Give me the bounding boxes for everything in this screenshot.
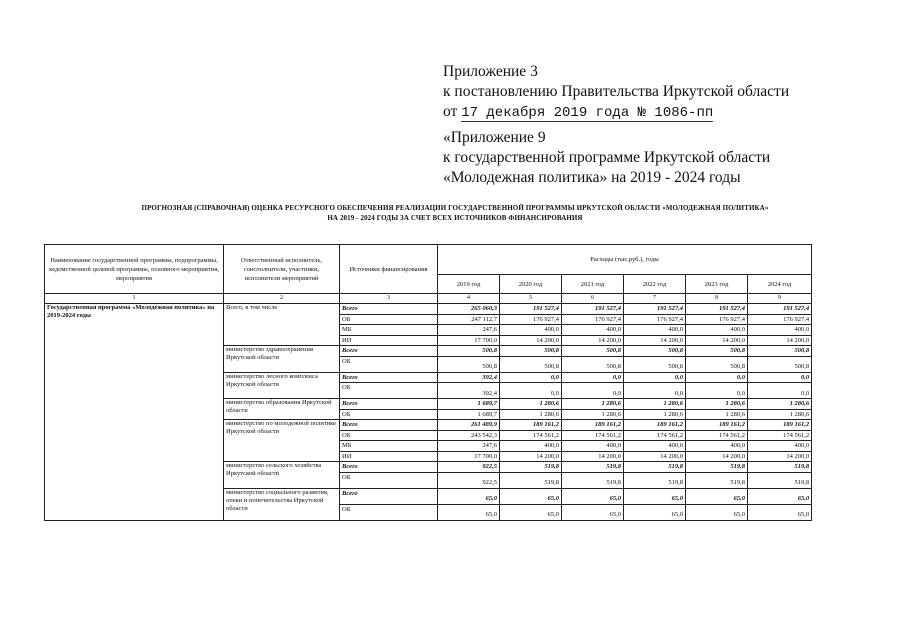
value-cell: 65,0: [500, 488, 562, 504]
source-cell: ОБ: [340, 472, 438, 488]
program-name-cell: Государственная программа «Молодежная политика» на 2019-2024 годы: [45, 304, 224, 521]
column-number: 7: [624, 294, 686, 304]
source-cell: Всего: [340, 372, 438, 383]
value-cell: 191 527,4: [748, 304, 812, 315]
value-cell: 1 280,6: [500, 399, 562, 410]
executor-cell: министерство сельского хозяйства Иркутской области: [224, 462, 340, 489]
value-cell: 400,0: [624, 441, 686, 452]
source-cell: ИИ: [340, 335, 438, 346]
value-cell: 174 561,2: [500, 430, 562, 441]
header-executor: Ответственный исполнитель, соисполнители, участники, исполнители мероприятий: [224, 245, 340, 294]
appendix-3-date-prefix: от: [443, 103, 458, 120]
value-cell: 176 927,4: [500, 314, 562, 325]
executor-cell: министерство здравоохранения Иркутской области: [224, 346, 340, 373]
value-cell: 189 161,2: [748, 420, 812, 431]
value-cell: 392,4: [438, 372, 500, 383]
value-cell: 65,0: [686, 488, 748, 504]
budget-table-body: [45, 304, 812, 521]
value-cell: 65,0: [438, 504, 500, 520]
appendix-3-date-value: 17 декабря 2019 года № 1086-пп: [461, 105, 714, 121]
value-cell: 400,0: [562, 325, 624, 336]
column-number: 8: [686, 294, 748, 304]
value-cell: 0,0: [686, 372, 748, 383]
appendix-3-subtitle: к постановлению Правительства Иркутской области: [443, 83, 790, 100]
value-cell: 189 161,2: [500, 420, 562, 431]
header-year: 2021 год: [562, 275, 624, 294]
value-cell: 14 200,0: [624, 451, 686, 462]
source-cell: ОБ: [340, 430, 438, 441]
value-cell: 500,8: [748, 356, 812, 372]
value-cell: 519,8: [624, 462, 686, 473]
value-cell: 1 280,6: [686, 399, 748, 410]
value-cell: 0,0: [686, 383, 748, 399]
value-cell: 191 527,4: [686, 304, 748, 315]
appendix-9-header: [443, 128, 770, 188]
executor-cell: Всего, в том числе: [224, 304, 340, 346]
value-cell: 0,0: [624, 383, 686, 399]
value-cell: 1 280,6: [748, 409, 812, 420]
value-cell: 65,0: [562, 504, 624, 520]
executor-cell: министерство лесного комплекса Иркутской области: [224, 372, 340, 399]
value-cell: 1 280,6: [624, 399, 686, 410]
value-cell: 922,5: [438, 472, 500, 488]
value-cell: 400,0: [748, 325, 812, 336]
value-cell: 176 927,4: [748, 314, 812, 325]
value-cell: 500,8: [500, 346, 562, 357]
source-cell: МБ: [340, 441, 438, 452]
appendix-3-date-line: [443, 102, 789, 123]
table-row: [45, 304, 812, 315]
source-cell: ОБ: [340, 356, 438, 372]
value-cell: 519,8: [748, 462, 812, 473]
value-cell: 500,8: [562, 356, 624, 372]
value-cell: 65,0: [624, 504, 686, 520]
value-cell: 500,8: [438, 356, 500, 372]
header-name: Наименование государственной программы, подпрограммы, ведомственной целевой программы, основного мероприятия, мероприятия: [45, 245, 224, 294]
value-cell: 191 527,4: [500, 304, 562, 315]
value-cell: 500,8: [562, 346, 624, 357]
source-cell: ОБ: [340, 383, 438, 399]
header-year: 2020 год: [500, 275, 562, 294]
value-cell: 500,8: [686, 346, 748, 357]
source-cell: Всего: [340, 399, 438, 410]
value-cell: 17 700,0: [438, 451, 500, 462]
value-cell: 14 200,0: [562, 335, 624, 346]
value-cell: 14 200,0: [748, 451, 812, 462]
source-cell: Всего: [340, 420, 438, 431]
source-cell: ОБ: [340, 409, 438, 420]
document-title: [40, 203, 870, 223]
column-number: 1: [45, 294, 224, 304]
column-number: 5: [500, 294, 562, 304]
value-cell: 519,8: [500, 472, 562, 488]
value-cell: 1 280,6: [686, 409, 748, 420]
value-cell: 65,0: [624, 488, 686, 504]
budget-table: [44, 244, 812, 521]
appendix-3-header: [443, 62, 789, 123]
value-cell: 392,4: [438, 383, 500, 399]
value-cell: 400,0: [500, 325, 562, 336]
value-cell: 0,0: [748, 372, 812, 383]
value-cell: 500,8: [624, 346, 686, 357]
value-cell: 400,0: [562, 441, 624, 452]
executor-cell: министерство социального развития, опеки и попечительства Иркутской области: [224, 488, 340, 520]
value-cell: 1 280,6: [500, 409, 562, 420]
header-year: 2024 год: [748, 275, 812, 294]
value-cell: 247,6: [438, 325, 500, 336]
value-cell: 400,0: [686, 325, 748, 336]
value-cell: 519,8: [748, 472, 812, 488]
value-cell: 500,8: [686, 356, 748, 372]
value-cell: 1 689,7: [438, 399, 500, 410]
value-cell: 500,8: [438, 346, 500, 357]
value-cell: 500,8: [500, 356, 562, 372]
value-cell: 176 927,4: [624, 314, 686, 325]
column-number: 4: [438, 294, 500, 304]
executor-cell: министерство образования Иркутской области: [224, 399, 340, 420]
source-cell: Всего: [340, 346, 438, 357]
value-cell: 1 280,6: [748, 399, 812, 410]
value-cell: 400,0: [624, 325, 686, 336]
value-cell: 65,0: [748, 488, 812, 504]
value-cell: 0,0: [562, 372, 624, 383]
source-cell: Всего: [340, 304, 438, 315]
value-cell: 243 542,3: [438, 430, 500, 441]
appendix-9-title: «Приложение 9: [443, 129, 546, 146]
value-cell: 174 561,2: [748, 430, 812, 441]
column-number: 3: [340, 294, 438, 304]
value-cell: 0,0: [624, 372, 686, 383]
value-cell: 191 527,4: [562, 304, 624, 315]
value-cell: 14 200,0: [686, 335, 748, 346]
source-cell: ОБ: [340, 504, 438, 520]
header-year: 2019 год: [438, 275, 500, 294]
value-cell: 261 489,9: [438, 420, 500, 431]
value-cell: 65,0: [748, 504, 812, 520]
value-cell: 176 927,4: [562, 314, 624, 325]
value-cell: 519,8: [562, 472, 624, 488]
value-cell: 519,8: [562, 462, 624, 473]
value-cell: 519,8: [686, 472, 748, 488]
value-cell: 65,0: [562, 488, 624, 504]
value-cell: 0,0: [748, 383, 812, 399]
value-cell: 174 561,2: [562, 430, 624, 441]
value-cell: 191 527,4: [624, 304, 686, 315]
source-cell: МБ: [340, 325, 438, 336]
source-cell: ИИ: [340, 451, 438, 462]
appendix-9-program: «Молодежная политика» на 2019 - 2024 годы: [443, 169, 741, 186]
value-cell: 247 112,7: [438, 314, 500, 325]
value-cell: 0,0: [562, 383, 624, 399]
value-cell: 14 200,0: [500, 451, 562, 462]
value-cell: 0,0: [500, 383, 562, 399]
value-cell: 189 161,2: [562, 420, 624, 431]
value-cell: 265 060,3: [438, 304, 500, 315]
header-year: 2023 год: [686, 275, 748, 294]
value-cell: 500,8: [624, 356, 686, 372]
value-cell: 14 200,0: [500, 335, 562, 346]
column-number: 2: [224, 294, 340, 304]
value-cell: 189 161,2: [686, 420, 748, 431]
executor-cell: министерство по молодежной политике Иркутской области: [224, 420, 340, 462]
value-cell: 176 927,4: [686, 314, 748, 325]
value-cell: 400,0: [500, 441, 562, 452]
document-title-line-2: НА 2019 - 2024 ГОДЫ ЗА СЧЕТ ВСЕХ ИСТОЧНИКОВ ФИНАНСИРОВАНИЯ: [327, 214, 583, 222]
header-year: 2022 год: [624, 275, 686, 294]
value-cell: 65,0: [438, 488, 500, 504]
value-cell: 500,8: [748, 346, 812, 357]
source-cell: ОБ: [340, 314, 438, 325]
value-cell: 1 280,6: [562, 409, 624, 420]
value-cell: 1 280,6: [624, 409, 686, 420]
value-cell: 14 200,0: [624, 335, 686, 346]
document-title-line-1: ПРОГНОЗНАЯ (СПРАВОЧНАЯ) ОЦЕНКА РЕСУРСНОГО ОБЕСПЕЧЕНИЯ РЕАЛИЗАЦИИ ГОСУДАРСТВЕННОЙ ПРОГРАММЫ ИРКУТСКОЙ ОБЛАСТИ «МОЛОДЕЖНАЯ ПОЛИТИКА»: [141, 204, 769, 212]
value-cell: 189 161,2: [624, 420, 686, 431]
column-number: 9: [748, 294, 812, 304]
value-cell: 519,8: [624, 472, 686, 488]
value-cell: 922,5: [438, 462, 500, 473]
value-cell: 519,8: [686, 462, 748, 473]
appendix-3-title: Приложение 3: [443, 63, 538, 80]
value-cell: 65,0: [500, 504, 562, 520]
source-cell: Всего: [340, 462, 438, 473]
value-cell: 14 200,0: [562, 451, 624, 462]
value-cell: 17 700,0: [438, 335, 500, 346]
value-cell: 519,8: [500, 462, 562, 473]
source-cell: Всего: [340, 488, 438, 504]
header-expenses: Расходы (тыс.руб.), годы: [438, 245, 812, 275]
value-cell: 174 561,2: [686, 430, 748, 441]
appendix-9-subtitle: к государственной программе Иркутской области: [443, 149, 771, 166]
value-cell: 400,0: [748, 441, 812, 452]
value-cell: 14 200,0: [748, 335, 812, 346]
value-cell: 65,0: [686, 504, 748, 520]
value-cell: 247,6: [438, 441, 500, 452]
header-source: Источники финансирования: [340, 245, 438, 294]
value-cell: 400,0: [686, 441, 748, 452]
value-cell: 0,0: [500, 372, 562, 383]
column-number: 6: [562, 294, 624, 304]
value-cell: 174 561,2: [624, 430, 686, 441]
value-cell: 1 689,7: [438, 409, 500, 420]
value-cell: 1 280,6: [562, 399, 624, 410]
value-cell: 14 200,0: [686, 451, 748, 462]
